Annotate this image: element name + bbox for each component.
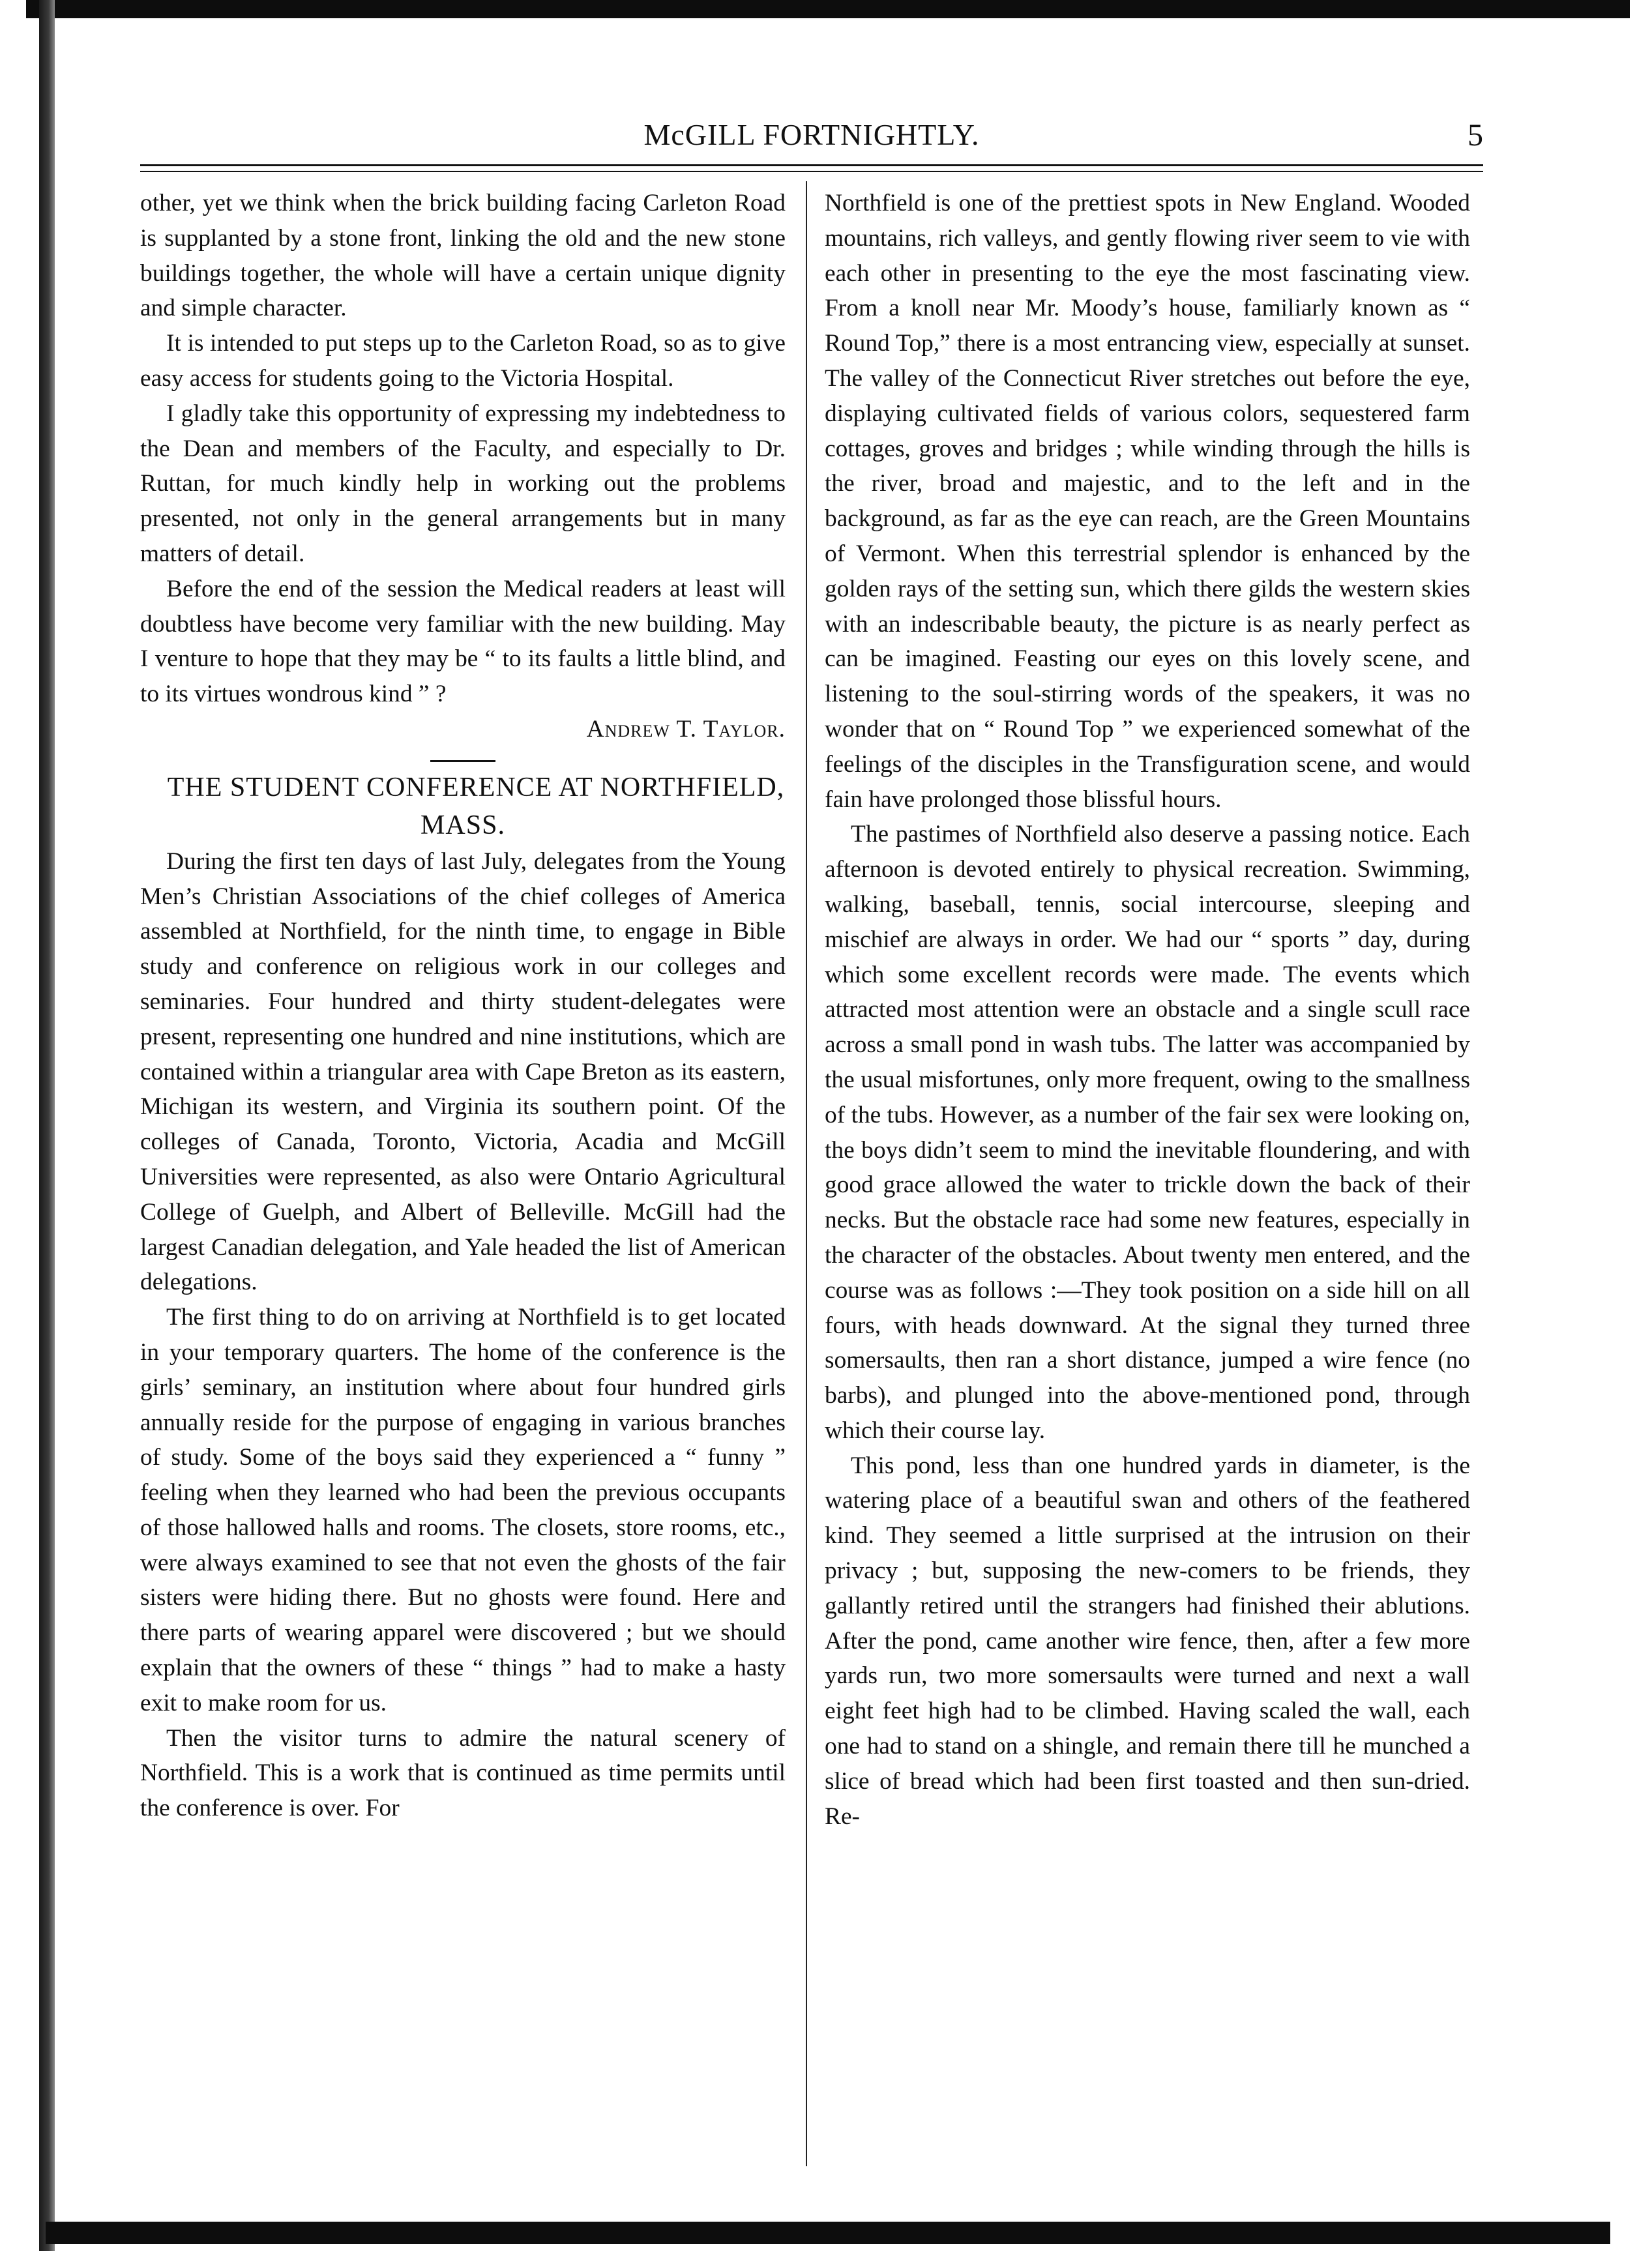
paragraph: Northfield is one of the prettiest spots in New England. Wooded mountains, rich valleys, and gently flowing river seem to vie with each other in presenting to the eye the most fascinating view. From a knoll near Mr. Moody’s house, familiarly known as “ Round Top,” there is a most entrancing view, especially at sunset. The valley of the Connecticut River stretches out before the eye, displaying cultivated fields of various colors, sequestered farm cottages, groves and bridges ; while winding through the hills is the river, broad and majestic, and to the left and in the background, as far as the eye can reach, are the Green Mountains of Vermont. When this terrestrial splendor is enhanced by the golden rays of the setting sun, which there gilds the western skies with an indescribable beauty, the picture is as nearly perfect as can be imagined. Feasting our eyes on this lovely scene, and listening to the soul-stirring words of the speakers, it was no wonder that on “ Round Top ” we experienced somewhat of the feelings of the disciples in the Transfiguration scene, and would fain have prolonged those blissful hours. <box>825 190 1470 813</box>
scan-border-top <box>26 0 1630 18</box>
column-divider <box>806 181 807 2166</box>
paragraph: During the first ten days of last July, delegates from the Young Men’s Christian Associations of the chief colleges of America assembled at Northfield, for the ninth time, to engage in Bible study and conference on religious work in our colleges and seminaries. Four hundred and thirty student-delegates were present, representing one hundred and nine institutions, which are contained within a triangular area with Cape Breton as its eastern, Michigan its western, and Virginia its southern point. Of the colleges of Canada, Toronto, Victoria, Acadia and McGill Universities were represented, as also were Ontario Agricultural College of Guelph, and Albert of Belleville. McGill had the largest Canadian delegation, and Yale headed the list of American delegations. <box>140 847 786 1296</box>
scan-border-left <box>39 0 55 2251</box>
section-divider <box>430 760 495 762</box>
left-column <box>140 186 786 1826</box>
author-signature: Andrew T. Taylor. <box>586 715 786 743</box>
paragraph: Then the visitor turns to admire the natural scenery of Northfield. This is a work that is continued as time permits until the conference is over. For <box>140 1724 786 1822</box>
paragraph: The pastimes of Northfield also deserve a passing notice. Each afternoon is devoted entirely to physical recreation. Swimming, walking, baseball, tennis, social intercourse, sleeping and mischief are always in order. We had our “ sports ” day, during which some excellent records were made. The events which attracted most attention were an obstacle and a single scull race across a small pond in wash tubs. The latter was accompanied by the usual misfortunes, only more frequent, owing to the smallness of the tubs. However, as a number of the fair sex were looking on, the boys didn’t seem to mind the inevitable floundering, and with good grace allowed the water to trickle down the back of their necks. But the obstacle race had some new features, especially in the character of the obstacles. About twenty men entered, and the course was as follows :—They took position on a side hill on all fours, with heads downward. At the signal they turned three somersaults, then ran a short distance, jumped a wire fence (no barbs), and plunged into the above-mentioned pond, through which their course lay. <box>825 821 1470 1444</box>
scan-border-bottom <box>46 2222 1610 2244</box>
paragraph: other, yet we think when the brick building facing Carleton Road is supplanted by a stone front, linking the old and the new stone buildings together, the whole will have a certain unique dignity and simple character. <box>140 190 786 322</box>
paragraph: It is intended to put steps up to the Carleton Road, so as to give easy access for students going to the Victoria Hospital. <box>140 330 786 392</box>
paragraph: I gladly take this opportunity of expressing my indebtedness to the Dean and members of the Faculty, and especially to Dr. Ruttan, for much kindly help in working out the problems presented, not only in the general arrangements but in many matters of detail. <box>140 400 786 567</box>
paragraph: The first thing to do on arriving at Northfield is to get located in your temporary quarters. The home of the conference is the girls’ seminary, an institution where about four hundred girls annually reside for the purpose of engaging in various branches of study. Some of the boys said they experienced a “ funny ” feeling when they learned who had been the previous occupants of those hallowed halls and rooms. The closets, store rooms, etc., were always examined to see that not even the ghosts of the fair sisters were hiding there. But no ghosts were found. Here and there parts of wearing apparel were discovered ; but we should explain that the owners of these “ things ” had to make a hasty exit to make room for us. <box>140 1304 786 1716</box>
paragraph: Before the end of the session the Medical readers at least will doubtless have become very familiar with the new building. May I venture to hope that they may be “ to its faults a little blind, and to its virtues wondrous kind ” ? <box>140 575 786 708</box>
running-head: McGILL FORTNIGHTLY. <box>643 118 980 151</box>
section-title: THE STUDENT CONFERENCE AT NORTHFIELD, MASS. <box>167 772 785 840</box>
header-rule-thin <box>140 171 1483 172</box>
document-page <box>140 111 1483 2184</box>
page-number: 5 <box>1468 118 1483 153</box>
page-header <box>140 111 1483 163</box>
paragraph: This pond, less than one hundred yards in diameter, is the watering place of a beautiful swan and others of the feathered kind. They seemed a little surprised at the intrusion on their privacy ; but, supposing the new-comers to be friends, they gallantly retired until the strangers had finished their ablutions. After the pond, came another wire fence, then, after a few more yards run, two more somersaults were turned and next a wall eight feet high had to be climbed. Having scaled the wall, each one had to stand on a shingle, and remain there till he munched a slice of bread which had been first toasted and then sun-dried. Re- <box>825 1452 1470 1830</box>
right-column <box>825 186 1470 1834</box>
header-rule-thick <box>140 164 1483 166</box>
